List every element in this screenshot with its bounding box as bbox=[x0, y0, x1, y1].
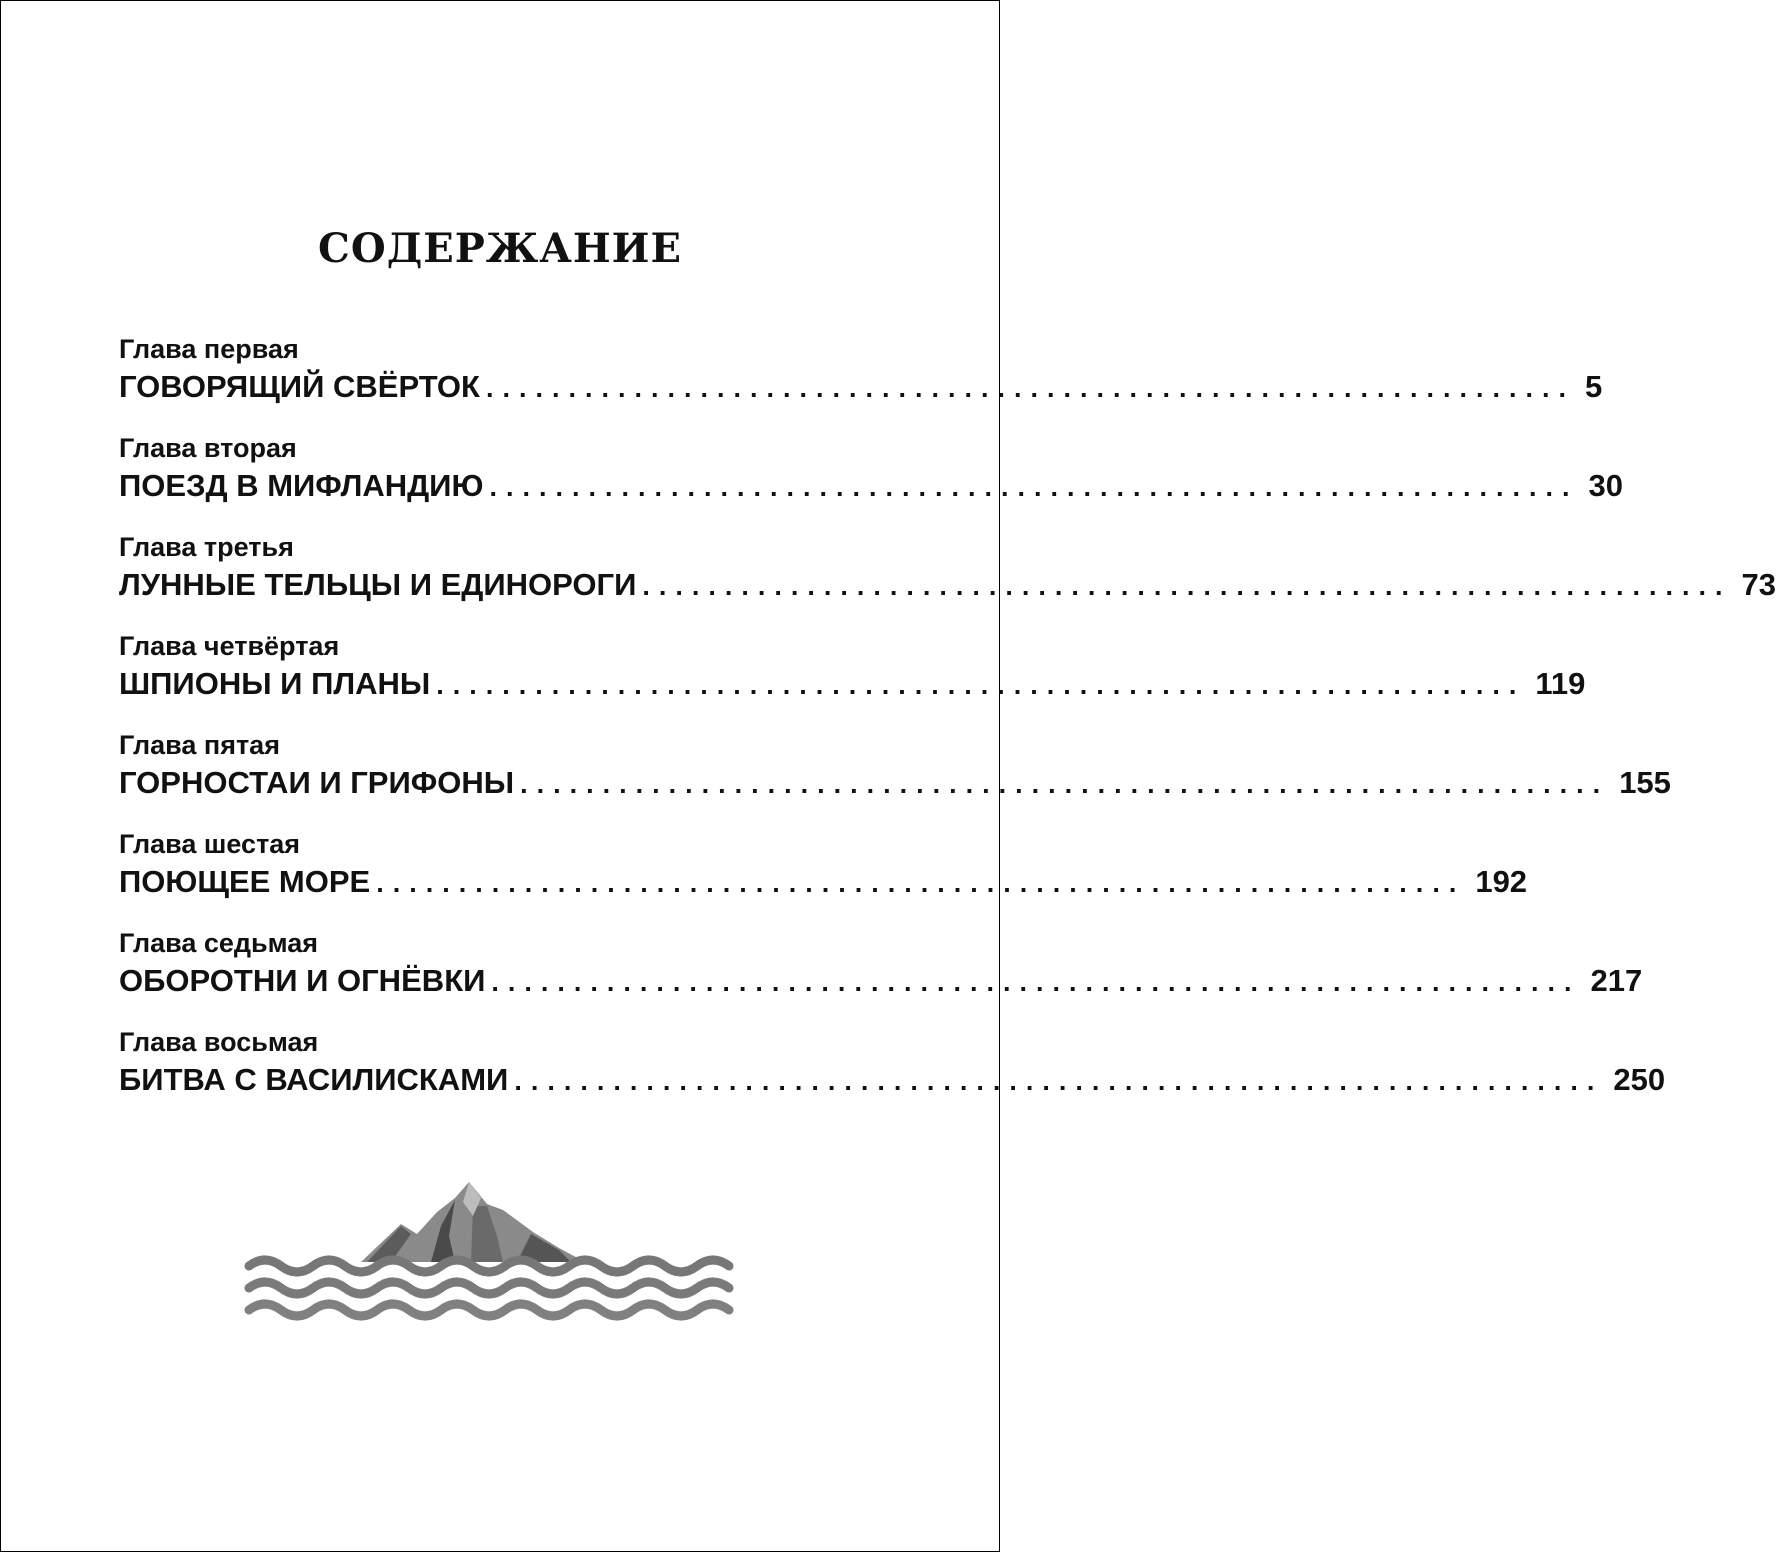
chapter-line bbox=[119, 565, 1776, 605]
chapter-line bbox=[119, 664, 1586, 704]
chapter-line bbox=[119, 466, 1624, 506]
chapter-line bbox=[119, 1060, 1666, 1100]
chapter-label: Глава пятая bbox=[119, 730, 280, 760]
chapter-label: Глава первая bbox=[119, 334, 299, 364]
toc-entry bbox=[119, 925, 1643, 1024]
page-number: 5 bbox=[1585, 369, 1603, 404]
dot-leader: .................................................................. bbox=[642, 571, 1732, 601]
dot-leader: .................................................................. bbox=[485, 373, 1576, 403]
toc-entry bbox=[119, 628, 1586, 727]
toc-entry bbox=[119, 826, 1528, 925]
chapter-title: ЛУННЫЕ ТЕЛЬЦЫ И ЕДИНОРОГИ bbox=[119, 567, 637, 602]
chapter-label: Глава восьмая bbox=[119, 1027, 319, 1057]
chapter-title: ГОРНОСТАИ И ГРИФОНЫ bbox=[119, 765, 515, 800]
chapter-title: ОБОРОТНИ И ОГНЁВКИ bbox=[119, 963, 486, 998]
chapter-title: ПОЮЩЕЕ МОРЕ bbox=[119, 864, 371, 899]
chapter-label: Глава шестая bbox=[119, 829, 301, 859]
page-number: 217 bbox=[1590, 963, 1643, 998]
dot-leader: .................................................................. bbox=[491, 967, 1581, 997]
mountain-island-waves-icon bbox=[241, 1176, 751, 1326]
chapter-title: ГОВОРЯЩИЙ СВЁРТОК bbox=[119, 369, 480, 404]
page-number: 155 bbox=[1619, 765, 1671, 800]
toc-entry bbox=[119, 727, 1671, 826]
table-of-contents bbox=[119, 331, 1776, 1123]
chapter-label: Глава третья bbox=[119, 532, 294, 562]
chapter-line bbox=[119, 961, 1643, 1001]
chapter-line bbox=[119, 862, 1528, 902]
dot-leader: .................................................................. bbox=[489, 472, 1579, 502]
dot-leader: .................................................................. bbox=[436, 670, 1526, 700]
page-number: 250 bbox=[1613, 1062, 1666, 1097]
chapter-label: Глава вторая bbox=[119, 433, 297, 463]
toc-entry bbox=[119, 529, 1776, 628]
dot-leader: .................................................................. bbox=[514, 1066, 1604, 1096]
chapter-label: Глава четвёртая bbox=[119, 631, 340, 661]
chapter-title: ШПИОНЫ И ПЛАНЫ bbox=[119, 666, 431, 701]
toc-entry bbox=[119, 1024, 1666, 1123]
page-number: 119 bbox=[1535, 666, 1586, 701]
chapter-line bbox=[119, 763, 1671, 803]
toc-entry bbox=[119, 331, 1603, 430]
chapter-label: Глава седьмая bbox=[119, 928, 319, 958]
dot-leader: .................................................................. bbox=[520, 769, 1610, 799]
chapter-line bbox=[119, 367, 1603, 407]
dot-leader: .................................................................. bbox=[376, 868, 1466, 898]
chapter-title: ПОЕЗД В МИФЛАНДИЮ bbox=[119, 468, 484, 503]
page-number: 73 bbox=[1741, 567, 1776, 602]
chapter-title: БИТВА С ВАСИЛИСКАМИ bbox=[119, 1062, 509, 1097]
page-number: 30 bbox=[1588, 468, 1624, 503]
page-title: СОДЕРЖАНИЕ bbox=[318, 225, 682, 272]
toc-entry bbox=[119, 430, 1624, 529]
page-number: 192 bbox=[1475, 864, 1528, 899]
